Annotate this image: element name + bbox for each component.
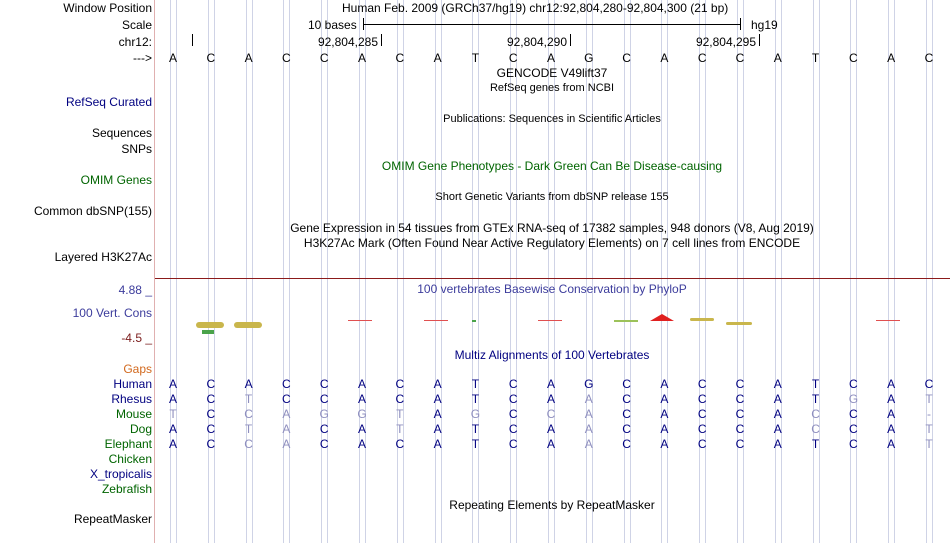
alignment-base: C (735, 422, 745, 436)
repeatmasker-title: Repeating Elements by RepeatMasker (449, 498, 655, 512)
h3k27ac-title: H3K27Ac Mark (Often Found Near Active Regulatory Elements) on 7 cell lines from ENCODE (303, 236, 801, 250)
coordinate-tick-label: 92,804,290 (506, 35, 567, 49)
reference-base: T (471, 51, 480, 65)
alignment-base: A (433, 422, 442, 436)
alignment-base: A (773, 437, 782, 451)
dbsnp-title: Short Genetic Variants from dbSNP release 155 (435, 191, 669, 203)
alignment-base: A (887, 422, 896, 436)
alignment-base: C (849, 407, 858, 421)
omim-title: OMIM Gene Phenotypes - Dark Green Can Be Disease-causing (381, 159, 723, 173)
alignment-base: C (697, 392, 707, 406)
grid-line (781, 0, 782, 543)
alignment-base: T (811, 377, 820, 391)
alignment-base: G (357, 407, 367, 421)
reference-base: C (735, 51, 745, 65)
alignment-base: T (396, 407, 404, 421)
alignment-base: C (319, 437, 329, 451)
alignment-base: A (433, 377, 442, 391)
alignment-base: A (433, 407, 442, 421)
alignment-base: A (546, 377, 555, 391)
alignment-base: G (584, 377, 594, 391)
omim-genes-label[interactable]: OMIM Genes (80, 173, 152, 187)
alignment-base: C (244, 437, 253, 451)
grid-line (624, 0, 625, 543)
phylop-title: 100 vertebrates Basewise Conservation by PhyloP (417, 282, 687, 296)
alignment-base: G (848, 392, 859, 406)
alignment-base: A (584, 422, 593, 436)
reference-base: A (168, 51, 177, 65)
alignment-base: C (508, 407, 518, 421)
alignment-base: C (622, 407, 631, 421)
alignment-base: C (508, 392, 518, 406)
grid-line (214, 0, 215, 543)
publications-title: Publications: Sequences in Scientific Articles (443, 113, 661, 125)
grid-line (397, 0, 398, 543)
alignment-base: T (471, 392, 480, 406)
alignment-base: T (471, 437, 480, 451)
alignment-base: A (546, 422, 555, 436)
alignment-base: C (508, 437, 518, 451)
alignment-base: T (811, 392, 820, 406)
alignment-base: C (206, 407, 216, 421)
grid-line (926, 0, 927, 543)
grid-line (775, 0, 776, 543)
coordinate-tick (759, 34, 760, 46)
grid-line (850, 0, 851, 543)
alignment-base: C (206, 392, 216, 406)
alignment-base: C (395, 392, 405, 406)
alignment-base: A (773, 422, 782, 436)
reference-base: G (584, 51, 594, 65)
grid-line (856, 0, 857, 543)
multiz-title: Multiz Alignments of 100 Vertebrates (454, 348, 650, 362)
assembly-position: Human Feb. 2009 (GRCh37/hg19) chr12:92,804,280-92,804,300 (21 bp) (342, 1, 729, 15)
grid-line (630, 0, 631, 543)
track-divider (155, 278, 950, 279)
coordinate-tick-label: 92,804,295 (695, 35, 756, 49)
alignment-base: C (849, 377, 858, 391)
alignment-base: G (470, 407, 481, 421)
refseq-curated-label[interactable]: RefSeq Curated (65, 95, 152, 109)
alignment-base: C (811, 422, 820, 436)
alignment-base: C (319, 377, 329, 391)
alignment-base: A (660, 392, 669, 406)
grid-line (888, 0, 889, 543)
alignment-base: T (244, 422, 253, 436)
coordinate-tick (192, 34, 193, 46)
alignment-base: A (244, 377, 253, 391)
alignment-base: A (887, 437, 896, 451)
gtex-title: Gene Expression in 54 tissues from GTEx RNA-seq of 17382 samples, 948 donors (V8, Aug 2019) (290, 221, 814, 235)
alignment-base: A (887, 407, 896, 421)
grid-line (327, 0, 328, 543)
alignment-base: C (319, 392, 329, 406)
alignment-base: A (584, 392, 593, 406)
alignment-base: A (168, 422, 177, 436)
grid-line (705, 0, 706, 543)
alignment-base: A (660, 437, 669, 451)
alignment-base: A (887, 377, 896, 391)
alignment-base: C (395, 437, 405, 451)
species-label-dog[interactable]: Dog (129, 422, 152, 436)
scale-assembly: hg19 (751, 18, 778, 32)
alignment-base: A (546, 392, 555, 406)
reference-base: C (849, 51, 858, 65)
grid-line (359, 0, 360, 543)
alignment-base: C (735, 392, 745, 406)
sequences-label[interactable]: Sequences (91, 126, 152, 140)
reference-base: C (206, 51, 216, 65)
grid-line (403, 0, 404, 543)
alignment-base: A (773, 392, 782, 406)
alignment-base: A (660, 407, 669, 421)
alignment-base: A (660, 377, 669, 391)
alignment-base: A (168, 377, 177, 391)
reference-base: A (244, 51, 253, 65)
alignment-base: A (357, 377, 366, 391)
alignment-base: A (357, 422, 366, 436)
alignment-base: A (357, 437, 366, 451)
alignment-base: A (168, 392, 177, 406)
grid-line (819, 0, 820, 543)
reference-base: A (546, 51, 555, 65)
alignment-base: C (697, 422, 707, 436)
strand-label: ---> (133, 51, 152, 65)
reference-base: A (660, 51, 669, 65)
alignment-base: C (206, 422, 216, 436)
alignment-base: C (697, 407, 707, 421)
reference-base: A (357, 51, 366, 65)
grid-line (743, 0, 744, 543)
alignment-base: C (811, 407, 820, 421)
reference-base: T (811, 51, 820, 65)
alignment-base: A (168, 437, 177, 451)
grid-line (472, 0, 473, 543)
alignment-base: C (697, 437, 707, 451)
alignment-base: C (735, 437, 745, 451)
coordinate-tick-label: 92,804,285 (317, 35, 378, 49)
reference-base: C (395, 51, 405, 65)
alignment-base: T (925, 437, 933, 451)
snps-label[interactable]: SNPs (121, 142, 152, 156)
grid-line (176, 0, 177, 543)
phylop-max-label: 4.88 _ (118, 283, 152, 297)
reference-base: C (319, 51, 329, 65)
alignment-base: A (546, 437, 555, 451)
alignment-base: C (546, 407, 556, 421)
grid-line (283, 0, 284, 543)
reference-base: A (433, 51, 442, 65)
grid-line (365, 0, 366, 543)
alignment-base: A (357, 392, 366, 406)
reference-base: C (622, 51, 631, 65)
layered-h3k27ac-label[interactable]: Layered H3K27Ac (54, 250, 152, 264)
alignment-base: C (319, 422, 329, 436)
species-label-mouse[interactable]: Mouse (115, 407, 152, 421)
grid-line (813, 0, 814, 543)
reference-base: C (697, 51, 707, 65)
alignment-base: A (660, 422, 669, 436)
alignment-base: A (773, 407, 782, 421)
alignment-base: C (924, 377, 934, 391)
reference-base: C (924, 51, 934, 65)
alignment-base: C (849, 437, 858, 451)
grid-line (661, 0, 662, 543)
alignment-base: T (925, 422, 933, 436)
alignment-base: G (319, 407, 329, 421)
alignment-base: C (508, 377, 518, 391)
sidebar-divider (154, 0, 155, 543)
alignment-base: A (282, 407, 291, 421)
grid-line (667, 0, 668, 543)
scale-label: Scale (121, 18, 152, 32)
scale-bar-text: 10 bases (308, 18, 357, 32)
grid-line (252, 0, 253, 543)
alignment-base: T (471, 377, 480, 391)
coordinate-tick (381, 34, 382, 46)
alignment-base: C (282, 392, 291, 406)
alignment-base: T (811, 437, 820, 451)
reference-base: C (508, 51, 518, 65)
grid-line (246, 0, 247, 543)
alignment-base: C (622, 377, 631, 391)
grid-line (208, 0, 209, 543)
alignment-base: C (735, 377, 745, 391)
coordinate-tick (570, 34, 571, 46)
species-label-elephant[interactable]: Elephant (104, 437, 152, 451)
alignment-base: T (169, 407, 177, 421)
alignment-base: C (697, 377, 707, 391)
scale-bar (363, 18, 741, 32)
refseq-subtitle: RefSeq genes from NCBI (489, 82, 615, 94)
grid-line (894, 0, 895, 543)
vert-cons-label[interactable]: 100 Vert. Cons (72, 306, 152, 320)
grid-line (932, 0, 933, 543)
alignment-base: A (282, 437, 291, 451)
grid-line (441, 0, 442, 543)
alignment-base: C (206, 377, 216, 391)
alignment-base: C (622, 392, 631, 406)
species-label-zebrafish[interactable]: Zebrafish (101, 482, 152, 496)
reference-base: A (773, 51, 782, 65)
grid-line (289, 0, 290, 543)
alignment-base: A (773, 377, 782, 391)
alignment-base: C (735, 407, 745, 421)
alignment-base: C (282, 377, 291, 391)
species-label-chicken[interactable]: Chicken (108, 452, 152, 466)
grid-line (699, 0, 700, 543)
alignment-base: A (282, 422, 291, 436)
reference-base: C (282, 51, 291, 65)
species-label-human[interactable]: Human (113, 377, 152, 391)
chrom-label: chr12: (118, 35, 152, 49)
species-label-x_tropicalis[interactable]: X_tropicalis (89, 467, 152, 481)
gencode-title[interactable]: GENCODE V49lift37 (496, 66, 608, 80)
alignment-base: - (927, 407, 931, 421)
window-position-label: Window Position (63, 1, 152, 15)
repeatmasker-label[interactable]: RepeatMasker (73, 512, 152, 526)
alignment-base: C (395, 377, 405, 391)
alignment-base: A (584, 407, 593, 421)
grid-line (737, 0, 738, 543)
grid-line (435, 0, 436, 543)
alignment-base: T (244, 392, 253, 406)
alignment-base: C (206, 437, 216, 451)
alignment-base: A (433, 437, 442, 451)
alignment-base: T (471, 422, 480, 436)
alignment-base: T (396, 422, 404, 436)
alignment-base: C (508, 422, 518, 436)
alignment-base: A (887, 392, 896, 406)
gaps-label: Gaps (123, 362, 152, 376)
grid-line (321, 0, 322, 543)
phylop-min-label: -4.5 _ (121, 331, 152, 345)
alignment-base: A (433, 392, 442, 406)
grid-line (170, 0, 171, 543)
alignment-base: T (925, 392, 933, 406)
grid-line (478, 0, 479, 543)
alignment-base: A (584, 437, 593, 451)
reference-base: A (887, 51, 896, 65)
species-label-rhesus[interactable]: Rhesus (111, 392, 152, 406)
common-dbsnp-label[interactable]: Common dbSNP(155) (33, 204, 152, 218)
alignment-base: C (849, 422, 858, 436)
alignment-base: C (244, 407, 253, 421)
alignment-base: C (622, 437, 631, 451)
alignment-base: C (622, 422, 631, 436)
